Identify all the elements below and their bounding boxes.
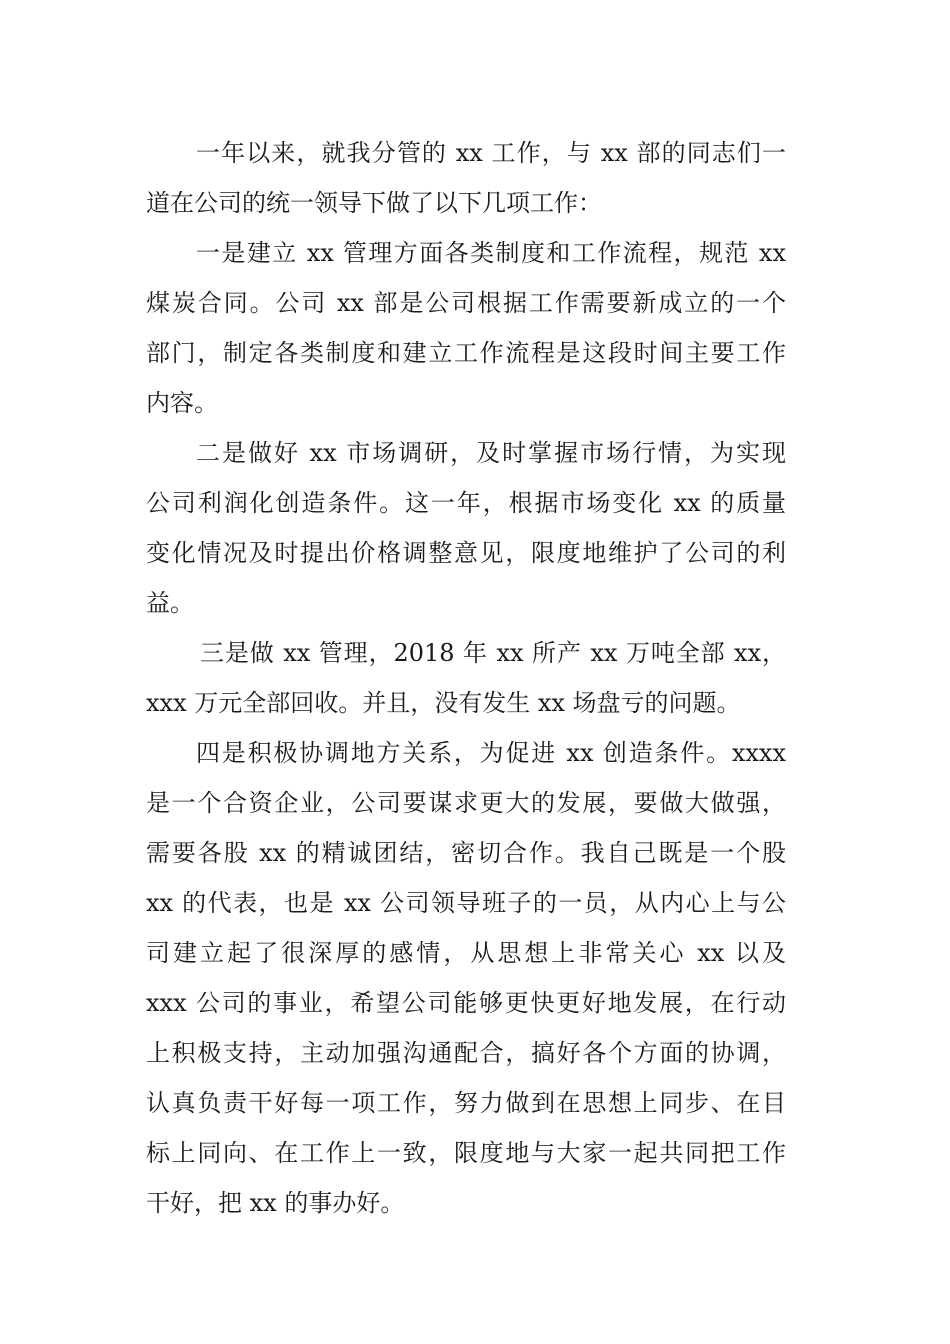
text-line: 标上同向、在工作上一致，限度地与大家一起共同把工作 (146, 1139, 786, 1167)
text-line: 内容。 (146, 389, 218, 417)
text-line: 需要各股 xx 的精诚团结，密切合作。我自己既是一个股 (146, 839, 786, 867)
text-line: 部门，制定各类制度和建立工作流程是这段时间主要工作 (146, 339, 786, 367)
text-line: 益。 (146, 589, 194, 617)
text-line: 三是做 xx 管理，2018 年 xx 所产 xx 万吨全部 xx， (200, 639, 786, 667)
text-line: 上积极支持，主动加强沟通配合，搞好各个方面的协调， (146, 1039, 786, 1067)
paragraph-item-two (146, 428, 786, 628)
paragraph-item-four (146, 728, 786, 1228)
text-line: 一年以来，就我分管的 xx 工作，与 xx 部的同志们一 (196, 139, 786, 167)
text-line: 是一个合资企业，公司要谋求更大的发展，要做大做强， (146, 789, 786, 817)
document-body (146, 128, 786, 1228)
paragraph-item-one (146, 228, 786, 428)
text-line: 二是做好 xx 市场调研，及时掌握市场行情，为实现 (196, 439, 786, 467)
text-line: 变化情况及时提出价格调整意见，限度地维护了公司的利 (146, 539, 786, 567)
paragraph-item-three (146, 628, 786, 728)
text-line: 煤炭合同。公司 xx 部是公司根据工作需要新成立的一个 (146, 289, 786, 317)
text-line: xxx 公司的事业，希望公司能够更快更好地发展，在行动 (146, 989, 786, 1017)
text-line: xxx 万元全部回收。并且，没有发生 xx 场盘亏的问题。 (146, 689, 741, 717)
text-line: xx 的代表，也是 xx 公司领导班子的一员，从内心上与公 (146, 889, 786, 917)
text-line: 司建立起了很深厚的感情，从思想上非常关心 xx 以及 (146, 939, 786, 967)
text-line: 干好，把 xx 的事办好。 (146, 1189, 405, 1217)
text-line: 一是建立 xx 管理方面各类制度和工作流程，规范 xx (196, 239, 786, 267)
text-line: 认真负责干好每一项工作，努力做到在思想上同步、在目 (146, 1089, 786, 1117)
paragraph-intro (146, 128, 786, 228)
text-line: 四是积极协调地方关系，为促进 xx 创造条件。xxxx (196, 739, 786, 767)
text-line: 道在公司的统一领导下做了以下几项工作： (146, 189, 602, 217)
text-line: 公司利润化创造条件。这一年，根据市场变化 xx 的质量 (146, 489, 786, 517)
